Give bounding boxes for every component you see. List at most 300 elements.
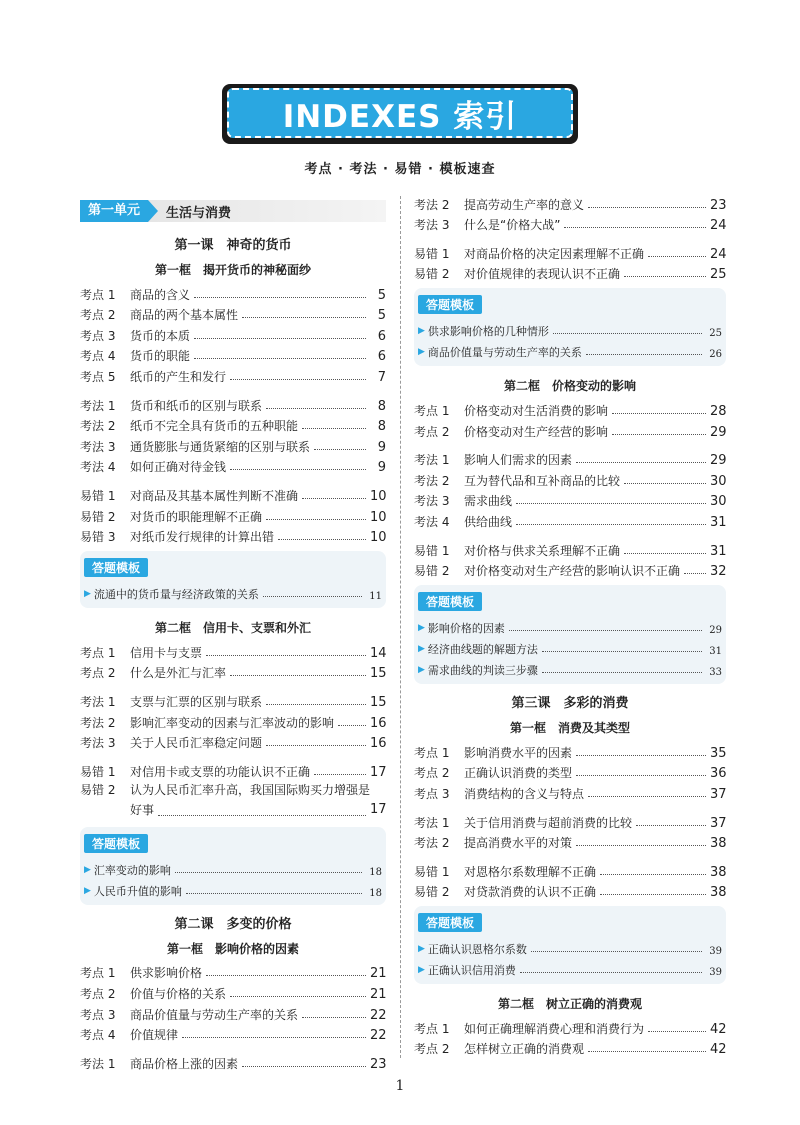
entry-tag: 考法 4 — [414, 514, 450, 529]
dot-leader — [266, 704, 366, 705]
entry-page: 10 — [370, 488, 387, 504]
dot-leader — [302, 498, 366, 499]
entry-page: 10 — [370, 509, 387, 525]
template-page: 18 — [369, 887, 382, 899]
dot-leader — [230, 996, 366, 997]
dot-leader — [542, 651, 702, 652]
entry-text: 价值规律 — [130, 1028, 179, 1043]
index-entry[interactable] — [414, 262, 726, 283]
entry-page: 6 — [377, 328, 386, 344]
dot-leader — [531, 951, 702, 952]
unit-title: 生活与消费 — [166, 205, 232, 221]
template-page: 29 — [709, 625, 722, 637]
entry-list — [80, 1051, 386, 1072]
template-text: 商品价值量与劳动生产率的关系 — [427, 346, 582, 360]
entry-tag: 考法 2 — [80, 419, 116, 434]
entry-tag: 考点 1 — [80, 966, 116, 981]
entry-list — [80, 689, 386, 751]
entry-text: 需求曲线 — [464, 494, 513, 509]
entry-list — [414, 859, 726, 900]
entry-tag: 考法 3 — [414, 494, 450, 509]
entry-list — [80, 640, 386, 681]
index-entry[interactable] — [414, 1016, 726, 1037]
index-entry[interactable] — [80, 961, 386, 982]
entry-tag: 考点 1 — [414, 403, 450, 418]
template-entry[interactable] — [84, 878, 382, 899]
entry-page: 30 — [710, 494, 727, 510]
dot-leader — [230, 469, 366, 470]
index-entry[interactable] — [80, 323, 386, 344]
entry-text: 供给曲线 — [464, 514, 513, 529]
entry-text: 供求影响价格 — [130, 966, 203, 981]
index-entry[interactable] — [414, 398, 726, 419]
answer-template-label: 答题模板 — [418, 592, 482, 611]
dot-leader — [182, 1037, 366, 1038]
template-entry[interactable] — [84, 581, 382, 602]
index-banner — [222, 84, 578, 144]
entry-list — [80, 961, 386, 1043]
frame-title: 第一框 影响价格的因素 — [166, 941, 299, 956]
template-text: 人民币升值的影响 — [93, 884, 182, 898]
entry-tag: 易错 1 — [414, 543, 450, 558]
index-entry[interactable] — [414, 559, 726, 580]
entry-page: 37 — [710, 815, 727, 831]
dot-leader — [564, 227, 706, 228]
entry-list — [414, 1016, 726, 1057]
dot-leader — [194, 297, 366, 298]
unit-header — [80, 200, 386, 222]
index-entry[interactable] — [414, 192, 726, 213]
index-entry[interactable] — [414, 740, 726, 761]
entry-page: 35 — [710, 745, 727, 761]
entry-text: 对价值规律的表现认识不正确 — [464, 267, 621, 282]
entry-page: 9 — [377, 460, 386, 476]
entry-text: 什么是“价格大战” — [464, 218, 561, 233]
answer-template-box — [414, 906, 726, 984]
dot-leader — [194, 358, 366, 359]
entry-tag: 易错 1 — [80, 764, 116, 779]
index-entry[interactable] — [80, 414, 386, 435]
template-entry[interactable] — [84, 857, 382, 878]
index-entry[interactable] — [414, 448, 726, 469]
entry-page: 22 — [370, 1028, 387, 1044]
entry-text: 正确认识消费的类型 — [464, 766, 573, 781]
dot-leader — [588, 796, 706, 797]
index-entry[interactable] — [80, 731, 386, 752]
template-entry[interactable] — [418, 318, 722, 339]
dot-leader — [520, 972, 702, 973]
entry-text: 价值与价格的关系 — [130, 987, 227, 1002]
template-page: 25 — [709, 328, 722, 340]
entry-page: 25 — [710, 267, 727, 283]
entry-page: 22 — [370, 1007, 387, 1023]
entry-tag: 考法 2 — [414, 197, 450, 212]
entry-page: 10 — [370, 530, 387, 546]
entry-list — [414, 740, 726, 802]
entry-page: 32 — [710, 564, 727, 580]
dot-leader — [684, 573, 706, 574]
template-entry[interactable] — [418, 339, 722, 360]
template-entry[interactable] — [418, 636, 722, 657]
dot-leader — [242, 1066, 366, 1067]
dot-leader — [158, 815, 366, 816]
entry-tag: 考点 3 — [414, 786, 450, 801]
entry-page: 17 — [370, 764, 387, 780]
entry-text: 如何正确对待金钱 — [130, 460, 227, 475]
entry-tag: 考点 3 — [80, 328, 116, 343]
entry-tag: 易错 2 — [414, 564, 450, 579]
index-entry[interactable] — [414, 419, 726, 440]
dot-leader — [600, 874, 706, 875]
entry-text: 纸币的产生和发行 — [130, 369, 227, 384]
entry-page: 23 — [370, 1056, 387, 1072]
entry-text: 影响消费水平的因素 — [464, 745, 573, 760]
entry-page: 7 — [377, 369, 386, 385]
dot-leader — [186, 893, 362, 894]
dot-leader — [624, 553, 706, 554]
triangle-bullet-icon: ▶ — [84, 864, 91, 875]
column-divider — [400, 196, 401, 1058]
entry-tag: 易错 1 — [414, 864, 450, 879]
entry-text: 提高消费水平的对策 — [464, 836, 573, 851]
dot-leader — [576, 462, 706, 463]
template-page: 33 — [709, 667, 722, 679]
entry-text: 关于信用消费与超前消费的比较 — [464, 815, 633, 830]
entry-page: 16 — [370, 736, 387, 752]
entry-tag: 考法 2 — [80, 715, 116, 730]
triangle-bullet-icon: ▶ — [418, 665, 425, 676]
entry-page: 15 — [370, 666, 387, 682]
entry-text: 消费结构的含义与特点 — [464, 786, 585, 801]
entry-page: 23 — [710, 197, 727, 213]
entry-page: 15 — [370, 694, 387, 710]
entry-text: 关于人民币汇率稳定问题 — [130, 736, 263, 751]
dot-leader — [600, 894, 706, 895]
entry-page: 31 — [710, 543, 727, 559]
template-text: 经济曲线题的解题方法 — [427, 643, 538, 657]
entry-list — [414, 448, 726, 530]
entry-text: 影响汇率变动的因素与汇率波动的影响 — [130, 715, 335, 730]
index-entry[interactable] — [80, 1051, 386, 1072]
entry-text: 提高劳动生产率的意义 — [464, 197, 585, 212]
entry-tag: 易错 1 — [414, 246, 450, 261]
template-page: 39 — [709, 946, 722, 958]
dot-leader — [302, 428, 366, 429]
entry-list — [414, 192, 726, 233]
index-entry[interactable] — [414, 781, 726, 802]
entry-page: 21 — [370, 966, 387, 982]
entry-tag: 考点 1 — [414, 745, 450, 760]
unit-tag: 第一单元 — [80, 200, 148, 222]
dot-leader — [576, 755, 706, 756]
entry-page: 8 — [377, 419, 386, 435]
template-page: 39 — [709, 967, 722, 979]
entry-tag: 考点 2 — [80, 987, 116, 1002]
index-entry[interactable] — [80, 344, 386, 365]
index-entry[interactable] — [80, 661, 386, 682]
entry-tag: 考法 4 — [80, 460, 116, 475]
entry-text: 对货币的职能理解不正确 — [130, 509, 263, 524]
entry-tag: 考法 3 — [80, 736, 116, 751]
dot-leader — [278, 539, 366, 540]
entry-page: 17 — [370, 802, 387, 818]
dot-leader — [314, 774, 366, 775]
template-text: 供求影响价格的几种情形 — [427, 325, 549, 339]
entry-page: 8 — [377, 398, 386, 414]
entry-tag: 易错 1 — [80, 488, 116, 503]
entry-page: 29 — [710, 453, 727, 469]
entry-tag: 考点 5 — [80, 369, 116, 384]
entry-list — [414, 538, 726, 579]
index-entry[interactable] — [414, 880, 726, 901]
template-page: 18 — [369, 866, 382, 878]
index-entry[interactable] — [80, 455, 386, 476]
triangle-bullet-icon: ▶ — [418, 347, 425, 358]
entry-tag: 易错 2 — [414, 885, 450, 900]
dot-leader — [648, 1031, 706, 1032]
entry-tag: 考点 4 — [80, 1028, 116, 1043]
entry-tag: 考点 4 — [80, 349, 116, 364]
entry-text: 对恩格尔系数理解不正确 — [464, 864, 597, 879]
dot-leader — [516, 503, 706, 504]
entry-tag: 考法 1 — [80, 694, 116, 709]
dot-leader — [266, 408, 366, 409]
index-entry[interactable] — [414, 810, 726, 831]
entry-text: 对商品价格的决定因素理解不正确 — [464, 246, 645, 261]
dot-leader — [338, 725, 366, 726]
entry-page: 42 — [710, 1042, 727, 1058]
entry-text: 商品的两个基本属性 — [130, 308, 239, 323]
banner-inner — [227, 88, 573, 138]
template-text: 需求曲线的判读三步骤 — [427, 664, 538, 678]
index-entry[interactable] — [414, 213, 726, 234]
frame-title: 第一框 揭开货币的神秘面纱 — [154, 263, 311, 277]
entry-text: 价格变动对生活消费的影响 — [464, 403, 609, 418]
entry-list — [414, 398, 726, 439]
page-subtitle: 考点 · 考法 · 易错 · 模板速查 — [304, 162, 496, 177]
entry-text: 商品价格上涨的因素 — [130, 1056, 239, 1071]
dot-leader — [553, 333, 702, 334]
entry-page: 9 — [377, 439, 386, 455]
entry-text: 对信用卡或支票的功能认识不正确 — [130, 764, 311, 779]
entry-tag: 考点 2 — [80, 666, 116, 681]
index-entry[interactable] — [414, 1037, 726, 1058]
lesson-title: 第一课 神奇的货币 — [174, 238, 292, 253]
triangle-bullet-icon: ▶ — [84, 589, 91, 600]
entry-tag: 易错 2 — [80, 782, 116, 797]
entry-page: 30 — [710, 473, 727, 489]
entry-text: 影响人们需求的因素 — [464, 453, 573, 468]
dot-leader — [588, 207, 706, 208]
dot-leader — [263, 596, 362, 597]
index-entry[interactable] — [80, 393, 386, 414]
answer-template-label: 答题模板 — [84, 558, 148, 577]
triangle-bullet-icon: ▶ — [418, 965, 425, 976]
entry-tag: 考点 1 — [80, 287, 116, 302]
entry-text: 商品价值量与劳动生产率的关系 — [130, 1007, 299, 1022]
index-entry[interactable] — [80, 1002, 386, 1023]
template-entry[interactable] — [418, 957, 722, 978]
entry-page: 24 — [710, 218, 727, 234]
entry-page: 36 — [710, 766, 727, 782]
index-entry[interactable] — [414, 859, 726, 880]
entry-tag: 考点 2 — [414, 1042, 450, 1057]
entry-page: 16 — [370, 715, 387, 731]
template-page: 26 — [709, 349, 722, 361]
index-entry[interactable] — [414, 241, 726, 262]
entry-list — [414, 241, 726, 282]
index-entry[interactable] — [80, 483, 386, 504]
entry-page: 38 — [710, 864, 727, 880]
entry-list — [80, 483, 386, 545]
template-page: 11 — [369, 591, 382, 603]
entry-page: 37 — [710, 786, 727, 802]
right-column — [414, 192, 726, 1057]
index-entry[interactable] — [414, 538, 726, 559]
entry-text: 怎样树立正确的消费观 — [464, 1042, 585, 1057]
entry-tag: 易错 2 — [414, 267, 450, 282]
triangle-bullet-icon: ▶ — [418, 644, 425, 655]
dot-leader — [636, 825, 706, 826]
template-entry[interactable] — [418, 615, 722, 636]
entry-text: 信用卡与支票 — [130, 645, 203, 660]
index-entry[interactable] — [80, 303, 386, 324]
dot-leader — [175, 872, 362, 873]
entry-tag: 考法 1 — [414, 815, 450, 830]
dot-leader — [516, 524, 706, 525]
dot-leader — [586, 354, 702, 355]
index-entry[interactable] — [414, 468, 726, 489]
entry-page: 14 — [370, 645, 387, 661]
entry-text: 通货膨胀与通货紧缩的区别与联系 — [130, 439, 311, 454]
entry-page: 28 — [710, 403, 727, 419]
entry-text: 商品的含义 — [130, 287, 191, 302]
index-entry[interactable] — [80, 689, 386, 710]
index-entry[interactable] — [80, 780, 386, 821]
entry-text: 什么是外汇与汇率 — [130, 666, 227, 681]
index-entry[interactable] — [80, 640, 386, 661]
answer-template-label: 答题模板 — [418, 295, 482, 314]
dot-leader — [194, 338, 366, 339]
index-entry[interactable] — [414, 509, 726, 530]
triangle-bullet-icon: ▶ — [418, 623, 425, 634]
entry-tag: 易错 2 — [80, 509, 116, 524]
frame-title: 第一框 消费及其类型 — [509, 721, 630, 736]
entry-tag: 考点 3 — [80, 1007, 116, 1022]
entry-text: 纸币不完全具有货币的五种职能 — [130, 419, 299, 434]
lesson-title: 第三课 多彩的消费 — [511, 696, 629, 712]
entry-tag: 考法 2 — [414, 836, 450, 851]
entry-list — [80, 282, 386, 385]
entry-text: 对价格与供求关系理解不正确 — [464, 543, 621, 558]
index-entry[interactable] — [80, 282, 386, 303]
answer-template-box — [414, 288, 726, 366]
dot-leader — [230, 379, 366, 380]
index-entry[interactable] — [414, 761, 726, 782]
entry-text: 支票与汇票的区别与联系 — [130, 694, 263, 709]
entry-text: 对商品及其基本属性判断不准确 — [130, 488, 299, 503]
entry-tag: 考点 1 — [80, 645, 116, 660]
dot-leader — [266, 519, 366, 520]
index-entry[interactable] — [414, 831, 726, 852]
entry-tag: 考点 1 — [414, 1021, 450, 1036]
entry-page: 24 — [710, 246, 727, 262]
template-text: 影响价格的因素 — [427, 622, 505, 636]
banner-title: INDEXES 索引 — [282, 98, 518, 135]
template-text: 汇率变动的影响 — [93, 863, 171, 877]
template-entry[interactable] — [418, 936, 722, 957]
entry-list — [414, 810, 726, 851]
entry-text: 认为人民币汇率升高，我国国际购买力增强是 — [130, 782, 371, 797]
entry-tag: 考点 2 — [80, 308, 116, 323]
index-entry[interactable] — [80, 525, 386, 546]
entry-tag: 考法 1 — [414, 453, 450, 468]
frame-title: 第二框 价格变动的影响 — [503, 379, 636, 394]
dot-leader — [612, 434, 706, 435]
entry-text: 对价格变动对生产经营的影响认识不正确 — [464, 564, 681, 579]
index-entry[interactable] — [80, 434, 386, 455]
entry-page: 29 — [710, 424, 727, 440]
entry-list — [80, 393, 386, 475]
dot-leader — [266, 745, 366, 746]
dot-leader — [302, 1017, 366, 1018]
entry-tag: 考点 2 — [414, 424, 450, 439]
entry-tag: 考法 2 — [414, 473, 450, 488]
entry-text: 如何正确理解消费心理和消费行为 — [464, 1021, 645, 1036]
index-entry[interactable] — [80, 1023, 386, 1044]
dot-leader — [588, 1051, 706, 1052]
frame-title: 第二框 树立正确的消费观 — [497, 997, 642, 1012]
entry-page: 5 — [377, 287, 386, 303]
entry-tag: 易错 3 — [80, 530, 116, 545]
index-entry[interactable] — [80, 981, 386, 1002]
entry-list — [80, 759, 386, 780]
dot-leader — [612, 413, 706, 414]
page-number: 1 — [395, 1078, 405, 1094]
entry-tag: 考法 1 — [80, 398, 116, 413]
dot-leader — [314, 449, 366, 450]
entry-tag: 考法 1 — [80, 1056, 116, 1071]
dot-leader — [576, 775, 706, 776]
index-entry[interactable] — [80, 504, 386, 525]
index-entry[interactable] — [80, 759, 386, 780]
answer-template-box — [80, 551, 386, 608]
template-page: 31 — [709, 646, 722, 658]
index-entry[interactable] — [80, 364, 386, 385]
entry-text: 货币和纸币的区别与联系 — [130, 398, 263, 413]
entry-page: 42 — [710, 1021, 727, 1037]
index-entry[interactable] — [80, 710, 386, 731]
entry-tag: 考法 3 — [414, 218, 450, 233]
entry-page: 21 — [370, 987, 387, 1003]
lesson-title: 第二课 多变的价格 — [174, 916, 292, 932]
template-text: 正确认识恩格尔系数 — [427, 943, 527, 957]
answer-template-box — [414, 585, 726, 684]
entry-page: 38 — [710, 836, 727, 852]
dot-leader — [230, 675, 366, 676]
template-text: 正确认识信用消费 — [427, 964, 516, 978]
entry-text: 货币的职能 — [130, 349, 191, 364]
entry-text: 对纸币发行规律的计算出错 — [130, 530, 275, 545]
index-entry[interactable] — [414, 489, 726, 510]
dot-leader — [206, 975, 366, 976]
entry-page: 5 — [377, 308, 386, 324]
triangle-bullet-icon: ▶ — [418, 944, 425, 955]
dot-leader — [624, 276, 706, 277]
entry-page: 38 — [710, 885, 727, 901]
template-entry[interactable] — [418, 657, 722, 678]
entry-text-cont: 好事 — [130, 803, 155, 818]
